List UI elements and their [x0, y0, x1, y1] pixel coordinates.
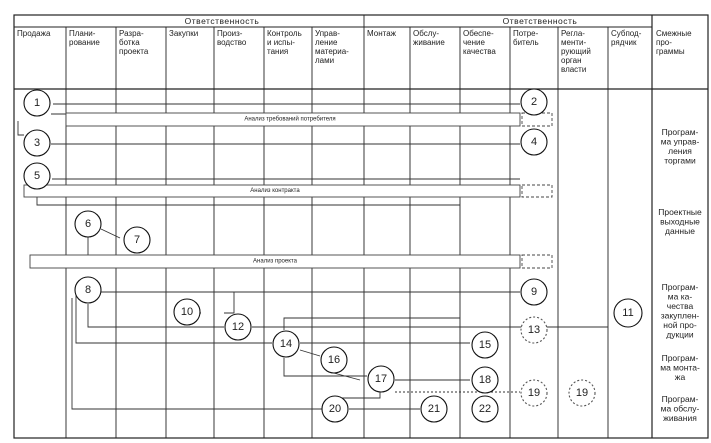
related-program-3: Програм-ма ка-чества закуплен-ной про-дукции — [660, 282, 700, 340]
node-label-20: 19 — [575, 387, 589, 399]
related-program-5: Програм-ма обслу-живания — [660, 394, 700, 423]
column-header-9: Обслу-живание — [413, 29, 445, 47]
node-label-11: 11 — [622, 307, 634, 319]
column-header-3: Разра-ботка проекта — [119, 29, 149, 56]
analysis-bars — [24, 113, 552, 268]
bar-contract-analysis-label: Анализ контракта — [250, 188, 300, 194]
column-header-8: Монтаж — [367, 29, 396, 38]
group-headers — [185, 16, 578, 26]
node-label-10: 10 — [180, 306, 194, 318]
bar-project-analysis-label: Анализ проекта — [253, 258, 297, 265]
related-program-2: Проектные выходные данные — [658, 207, 702, 236]
node-label-23: 22 — [478, 403, 492, 415]
related-programs — [658, 127, 702, 423]
node-label-16: 16 — [327, 354, 341, 366]
node-label-18: 18 — [478, 374, 492, 386]
column-header-7: Управ-ление материа-лами — [315, 29, 349, 65]
column-headers — [17, 29, 692, 74]
node-label-6: 6 — [84, 218, 92, 230]
node-label-5: 5 — [33, 170, 41, 182]
bar-contract-analysis-tail — [522, 185, 552, 197]
related-program-1: Програм-ма управ-ления торгами — [660, 127, 700, 166]
column-header-12: Регла-менти-рующий орган власти — [561, 29, 591, 74]
column-header-4: Закупки — [169, 29, 199, 38]
column-header-10: Обеспе-чение качества — [463, 29, 496, 56]
column-header-14: Смежные про-граммы — [656, 29, 692, 56]
bar-project-analysis-tail — [522, 255, 552, 268]
column-header-1: Продажа — [17, 29, 51, 38]
node-label-8: 8 — [84, 284, 92, 296]
column-header-6: Контроль и испы-тания — [267, 29, 302, 56]
column-header-11: Потре-битель — [513, 29, 539, 47]
node-label-22: 21 — [427, 403, 441, 415]
node-label-1: 1 — [33, 97, 41, 109]
node-label-17: 17 — [374, 373, 388, 385]
node-label-4: 4 — [530, 136, 538, 148]
group-header-left: Ответственность — [184, 16, 260, 26]
column-header-2: Плани-рование — [69, 29, 100, 47]
related-program-4: Програм-ма монта-жа — [660, 353, 700, 382]
table-grid — [14, 15, 708, 438]
node-label-21: 20 — [328, 403, 342, 415]
bar-requirements-analysis-label: Анализ требований потребителя — [244, 116, 336, 123]
group-header-right: Ответственность — [502, 16, 578, 26]
node-label-13: 13 — [527, 324, 541, 336]
column-header-13: Субпод-рядчик — [611, 29, 642, 47]
node-label-12: 12 — [231, 321, 245, 333]
node-label-15: 15 — [478, 339, 492, 351]
node-label-19: 19 — [527, 387, 541, 399]
node-label-7: 7 — [133, 234, 141, 246]
column-header-5: Произ-водство — [217, 29, 247, 47]
node-label-14: 14 — [279, 338, 293, 350]
node-label-3: 3 — [33, 137, 41, 149]
node-label-9: 9 — [530, 286, 538, 298]
node-label-2: 2 — [530, 96, 538, 108]
